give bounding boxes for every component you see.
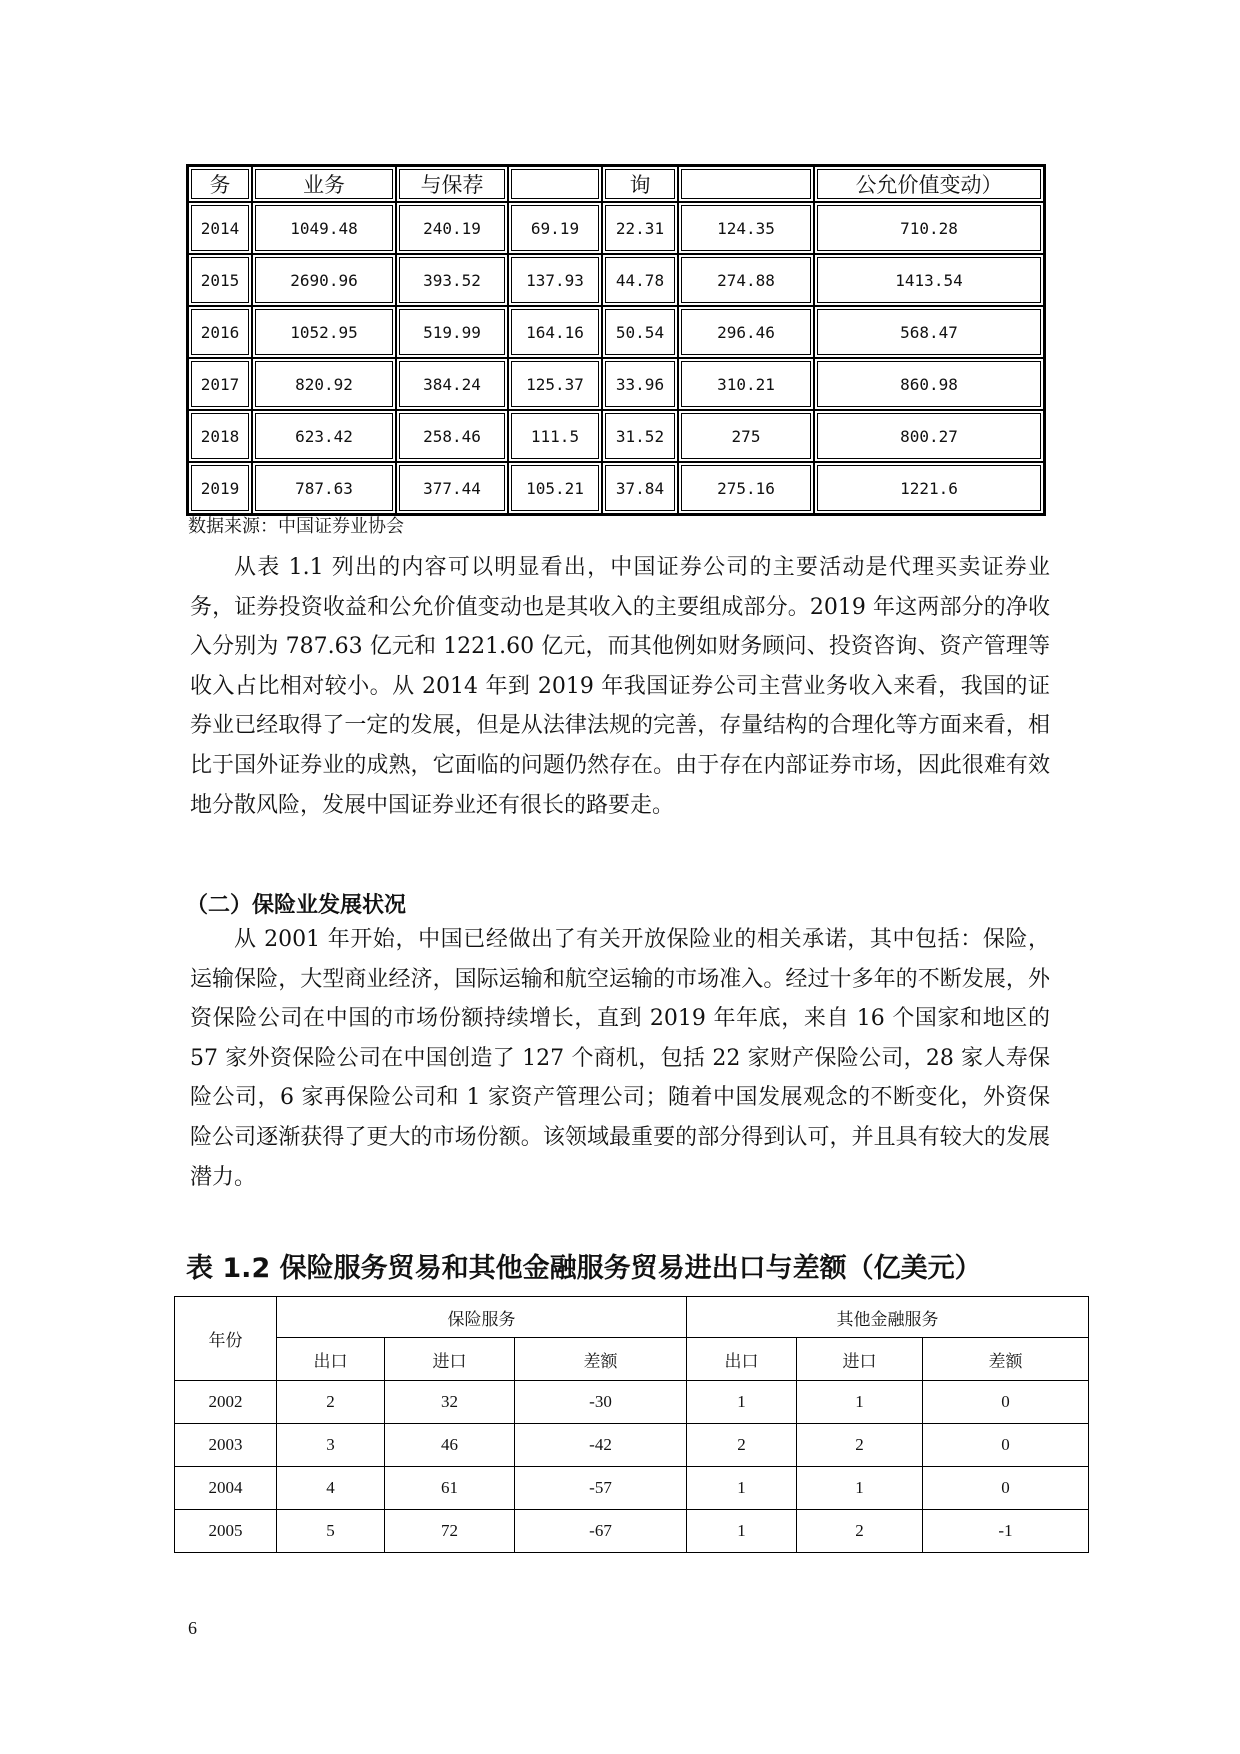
table-cell: 310.21 [678,358,814,410]
header-cell: 业务 [252,166,396,202]
table-cell: 72 [385,1510,515,1553]
table-row [188,358,1044,410]
table-cell: 296.46 [678,306,814,358]
header-cell: 差额 [923,1338,1089,1381]
table-cell: 275.16 [678,462,814,514]
table-row [188,254,1044,306]
table-cell: 2018 [188,410,252,462]
table-cell: 710.28 [814,202,1044,254]
table-cell: 61 [385,1467,515,1510]
table-subheader-row [175,1338,1089,1381]
page-number: 6 [188,1618,197,1638]
table-cell: 384.24 [396,358,508,410]
table-cell: 377.44 [396,462,508,514]
table-cell: 623.42 [252,410,396,462]
table-cell: 31.52 [602,410,678,462]
table-cell: 50.54 [602,306,678,358]
header-cell: 与保荐 [396,166,508,202]
securities-income-table [186,164,1046,516]
table-title: 表 1.2 保险服务贸易和其他金融服务贸易进出口与差额（亿美元） [186,1253,982,1284]
table-cell: 2690.96 [252,254,396,306]
table-cell: 44.78 [602,254,678,306]
header-cell: 差额 [515,1338,687,1381]
table-row [188,462,1044,514]
table-cell: 2014 [188,202,252,254]
table-cell: 1413.54 [814,254,1044,306]
header-cell: 进口 [797,1338,923,1381]
body-paragraph [190,548,1050,825]
table-cell: 2 [687,1424,797,1467]
table-cell: 393.52 [396,254,508,306]
paragraph-text: 从表 1.1 列出的内容可以明显看出，中国证券公司的主要活动是代理买卖证券业务，证券投资收益和公允价值变动也是其收入的主要组成部分。2019 年这两部分的净收入分别为 787.63 亿元和 1221.60 亿元，而其他例如财务顾问、投资咨询、资产管理等收入占比相对较小。从 2014 年到 2019 年我国证券公司主营业务收入来看，我国的证券业已经取得了一定的发展，但是从法律法规的完善，存量结构的合理化等方面来看，相比于国外证券业的成熟，它面临的问题仍然存在。由于存在内部证券市场，因此很难有效地分散风险，发展中国证券业还有很长的路要走。 [190,555,1050,818]
table-cell: 2005 [175,1510,277,1553]
table-row [188,306,1044,358]
header-cell: 出口 [277,1338,385,1381]
table-cell: 125.37 [508,358,602,410]
table-cell: 164.16 [508,306,602,358]
table-cell: 0 [923,1467,1089,1510]
table-cell: 787.63 [252,462,396,514]
table-cell: 0 [923,1381,1089,1424]
table-header-row [188,166,1044,202]
header-cell: 务 [188,166,252,202]
table-cell: 2 [797,1424,923,1467]
table-row [175,1424,1089,1467]
table-cell: 240.19 [396,202,508,254]
table-cell: 1221.6 [814,462,1044,514]
table-cell: 3 [277,1424,385,1467]
table-cell: 69.19 [508,202,602,254]
header-group-cell: 保险服务 [277,1297,687,1338]
header-cell [508,166,602,202]
table-cell: 820.92 [252,358,396,410]
table-cell: 33.96 [602,358,678,410]
table-row [175,1381,1089,1424]
table-row [175,1467,1089,1510]
table-cell: -30 [515,1381,687,1424]
table-cell: 519.99 [396,306,508,358]
table-cell: 274.88 [678,254,814,306]
paragraph-text: 从 2001 年开始，中国已经做出了有关开放保险业的相关承诺，其中包括：保险，运输保险，大型商业经济，国际运输和航空运输的市场准入。经过十多年的不断发展，外资保险公司在中国的市场份额持续增长，直到 2019 年年底，来自 16 个国家和地区的 57 家外资保险公司在中国创造了 127 个商机，包括 22 家财产保险公司，28 家人寿保险公司，6 家再保险公司和 1 家资产管理公司；随着中国发展观念的不断变化，外资保险公司逐渐获得了更大的市场份额。该领域最重要的部分得到认可，并且具有较大的发展潜力。 [190,927,1050,1190]
table-cell: 0 [923,1424,1089,1467]
table-cell: 800.27 [814,410,1044,462]
table-cell: -42 [515,1424,687,1467]
table-cell: 2019 [188,462,252,514]
table-cell: 105.21 [508,462,602,514]
insurance-trade-table [174,1296,1089,1553]
table-cell: 2017 [188,358,252,410]
table-cell: 2016 [188,306,252,358]
header-cell: 公允价值变动） [814,166,1044,202]
table-cell: 1 [797,1467,923,1510]
header-cell: 出口 [687,1338,797,1381]
table-cell: 2 [277,1381,385,1424]
table-cell: 5 [277,1510,385,1553]
table-cell: 860.98 [814,358,1044,410]
table-cell: 1 [687,1510,797,1553]
table-cell: 4 [277,1467,385,1510]
table-row [175,1510,1089,1553]
table-cell: 2015 [188,254,252,306]
table-cell: 137.93 [508,254,602,306]
table-cell: 2003 [175,1424,277,1467]
table-cell: 1052.95 [252,306,396,358]
table-row [188,202,1044,254]
table-cell: 37.84 [602,462,678,514]
table-cell: 1 [687,1381,797,1424]
table-cell: 258.46 [396,410,508,462]
table-cell: 1 [687,1467,797,1510]
header-cell [678,166,814,202]
table-cell: 1049.48 [252,202,396,254]
table-cell: 2002 [175,1381,277,1424]
table-cell: 46 [385,1424,515,1467]
table-row [188,410,1044,462]
table-cell: -67 [515,1510,687,1553]
table-cell: 22.31 [602,202,678,254]
body-paragraph [190,920,1050,1197]
table-cell: 1 [797,1381,923,1424]
table-cell: 111.5 [508,410,602,462]
table-cell: 568.47 [814,306,1044,358]
table-cell: 2 [797,1510,923,1553]
table-source-note: 数据来源：中国证券业协会 [188,516,404,537]
header-cell: 进口 [385,1338,515,1381]
table-cell: 2004 [175,1467,277,1510]
header-group-cell: 其他金融服务 [687,1297,1089,1338]
table-cell: 275 [678,410,814,462]
table-cell: -1 [923,1510,1089,1553]
table-cell: -57 [515,1467,687,1510]
header-cell: 询 [602,166,678,202]
section-heading: （二）保险业发展状况 [186,893,407,918]
table-cell: 124.35 [678,202,814,254]
table-header-row [175,1297,1089,1338]
table-cell: 32 [385,1381,515,1424]
header-cell: 年份 [175,1297,277,1381]
